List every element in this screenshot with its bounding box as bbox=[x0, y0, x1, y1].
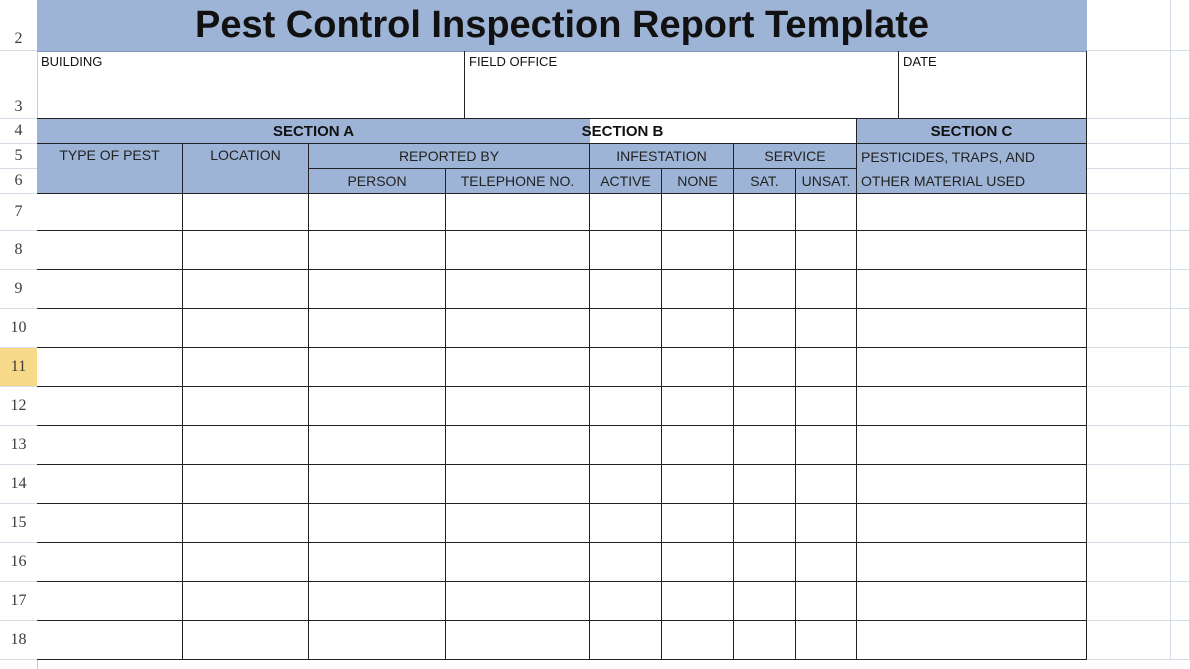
row-number[interactable]: 17 bbox=[0, 582, 37, 621]
table-cell[interactable] bbox=[590, 309, 662, 348]
row-number[interactable]: 8 bbox=[0, 231, 37, 270]
table-cell[interactable] bbox=[857, 270, 1087, 309]
table-cell[interactable] bbox=[590, 465, 662, 504]
table-cell[interactable] bbox=[309, 270, 446, 309]
none-header[interactable]: NONE bbox=[662, 169, 734, 194]
table-cell[interactable] bbox=[183, 194, 309, 231]
empty-sheet-cell[interactable] bbox=[1087, 582, 1171, 621]
reported-by-header[interactable]: REPORTED BY bbox=[309, 144, 590, 169]
table-cell[interactable] bbox=[446, 621, 590, 660]
table-cell[interactable] bbox=[662, 426, 734, 465]
table-cell[interactable] bbox=[590, 621, 662, 660]
empty-sheet-cell[interactable] bbox=[1171, 0, 1190, 51]
sat-header[interactable]: SAT. bbox=[734, 169, 796, 194]
table-cell[interactable] bbox=[183, 309, 309, 348]
table-cell[interactable] bbox=[734, 387, 796, 426]
table-cell[interactable] bbox=[662, 621, 734, 660]
row-number[interactable]: 13 bbox=[0, 426, 37, 465]
table-cell[interactable] bbox=[446, 543, 590, 582]
table-cell[interactable] bbox=[446, 194, 590, 231]
table-cell[interactable] bbox=[309, 231, 446, 270]
infestation-header[interactable]: INFESTATION bbox=[590, 144, 734, 169]
row-number[interactable]: 15 bbox=[0, 504, 37, 543]
empty-sheet-cell[interactable] bbox=[1087, 309, 1171, 348]
table-cell[interactable] bbox=[734, 194, 796, 231]
table-cell[interactable] bbox=[446, 504, 590, 543]
table-cell[interactable] bbox=[590, 348, 662, 387]
table-cell[interactable] bbox=[662, 194, 734, 231]
table-cell[interactable] bbox=[309, 194, 446, 231]
row-number[interactable]: 4 bbox=[0, 119, 37, 144]
table-cell[interactable] bbox=[590, 194, 662, 231]
empty-sheet-cell[interactable] bbox=[1171, 231, 1190, 270]
empty-sheet-cell[interactable] bbox=[1087, 51, 1171, 119]
unsat-header[interactable]: UNSAT. bbox=[796, 169, 857, 194]
table-cell[interactable] bbox=[590, 270, 662, 309]
location-header[interactable]: LOCATION bbox=[183, 144, 309, 194]
table-cell[interactable] bbox=[309, 309, 446, 348]
table-cell[interactable] bbox=[183, 543, 309, 582]
table-cell[interactable] bbox=[662, 348, 734, 387]
table-cell[interactable] bbox=[590, 543, 662, 582]
table-cell[interactable] bbox=[857, 348, 1087, 387]
table-cell[interactable] bbox=[734, 348, 796, 387]
table-cell[interactable] bbox=[183, 348, 309, 387]
empty-sheet-cell[interactable] bbox=[1171, 582, 1190, 621]
service-header[interactable]: SERVICE bbox=[734, 144, 857, 169]
empty-sheet-cell[interactable] bbox=[1171, 465, 1190, 504]
section-c-header[interactable]: SECTION C bbox=[857, 119, 1087, 144]
field-office-cell[interactable] bbox=[465, 51, 899, 119]
table-cell[interactable] bbox=[796, 231, 857, 270]
table-cell[interactable] bbox=[183, 426, 309, 465]
table-cell[interactable] bbox=[796, 504, 857, 543]
table-cell[interactable] bbox=[857, 465, 1087, 504]
table-cell[interactable] bbox=[796, 465, 857, 504]
empty-sheet-cell[interactable] bbox=[1087, 194, 1171, 231]
empty-sheet-cell[interactable] bbox=[1171, 51, 1190, 119]
table-cell[interactable] bbox=[309, 504, 446, 543]
date-cell[interactable] bbox=[899, 51, 1087, 119]
table-cell[interactable] bbox=[37, 387, 183, 426]
table-cell[interactable] bbox=[857, 621, 1087, 660]
table-cell[interactable] bbox=[183, 387, 309, 426]
table-cell[interactable] bbox=[37, 465, 183, 504]
table-cell[interactable] bbox=[857, 504, 1087, 543]
empty-sheet-cell[interactable] bbox=[1171, 270, 1190, 309]
table-cell[interactable] bbox=[590, 231, 662, 270]
table-cell[interactable] bbox=[662, 543, 734, 582]
table-cell[interactable] bbox=[446, 270, 590, 309]
table-cell[interactable] bbox=[857, 426, 1087, 465]
table-cell[interactable] bbox=[796, 270, 857, 309]
title-banner[interactable] bbox=[37, 0, 1087, 52]
table-cell[interactable] bbox=[183, 270, 309, 309]
empty-sheet-cell[interactable] bbox=[1087, 465, 1171, 504]
table-cell[interactable] bbox=[37, 426, 183, 465]
table-cell[interactable] bbox=[590, 504, 662, 543]
table-cell[interactable] bbox=[446, 231, 590, 270]
building-label: BUILDING bbox=[41, 54, 103, 69]
person-header[interactable]: PERSON bbox=[309, 169, 446, 194]
empty-sheet-cell[interactable] bbox=[1087, 426, 1171, 465]
table-cell[interactable] bbox=[796, 582, 857, 621]
active-header[interactable]: ACTIVE bbox=[590, 169, 662, 194]
table-cell[interactable] bbox=[734, 231, 796, 270]
empty-sheet-cell[interactable] bbox=[1087, 144, 1171, 169]
table-cell[interactable] bbox=[37, 582, 183, 621]
table-cell[interactable] bbox=[662, 465, 734, 504]
row-number[interactable]: 9 bbox=[0, 270, 37, 309]
table-cell[interactable] bbox=[734, 270, 796, 309]
telephone-header[interactable]: TELEPHONE NO. bbox=[446, 169, 590, 194]
empty-sheet-cell[interactable] bbox=[1171, 543, 1190, 582]
empty-sheet-cell[interactable] bbox=[1087, 231, 1171, 270]
empty-sheet-cell[interactable] bbox=[1087, 543, 1171, 582]
empty-sheet-cell[interactable] bbox=[1171, 194, 1190, 231]
empty-sheet-cell[interactable] bbox=[1087, 348, 1171, 387]
table-cell[interactable] bbox=[857, 543, 1087, 582]
table-cell[interactable] bbox=[734, 465, 796, 504]
table-cell[interactable] bbox=[662, 270, 734, 309]
table-cell[interactable] bbox=[309, 426, 446, 465]
table-cell[interactable] bbox=[734, 582, 796, 621]
table-cell[interactable] bbox=[857, 309, 1087, 348]
table-cell[interactable] bbox=[734, 621, 796, 660]
type-of-pest-header[interactable]: TYPE OF PEST bbox=[37, 144, 183, 194]
table-cell[interactable] bbox=[37, 621, 183, 660]
empty-sheet-cell[interactable] bbox=[1087, 119, 1171, 144]
empty-sheet-cell[interactable] bbox=[1087, 621, 1171, 660]
row-number[interactable]: 12 bbox=[0, 387, 37, 426]
table-cell[interactable] bbox=[796, 348, 857, 387]
row-number[interactable]: 14 bbox=[0, 465, 37, 504]
table-cell[interactable] bbox=[662, 309, 734, 348]
empty-sheet-cell[interactable] bbox=[1171, 119, 1190, 144]
row-number[interactable]: 2 bbox=[0, 0, 37, 51]
table-cell[interactable] bbox=[662, 231, 734, 270]
table-cell[interactable] bbox=[796, 543, 857, 582]
row-number[interactable]: 6 bbox=[0, 169, 37, 194]
table-cell[interactable] bbox=[183, 465, 309, 504]
row-number[interactable]: 16 bbox=[0, 543, 37, 582]
table-cell[interactable] bbox=[37, 231, 183, 270]
table-cell[interactable] bbox=[734, 426, 796, 465]
table-cell[interactable] bbox=[734, 543, 796, 582]
table-cell[interactable] bbox=[796, 621, 857, 660]
section-a-header[interactable]: SECTION A bbox=[37, 119, 590, 144]
table-cell[interactable] bbox=[734, 309, 796, 348]
table-cell[interactable] bbox=[446, 348, 590, 387]
table-cell[interactable] bbox=[662, 387, 734, 426]
row-number[interactable]: 10 bbox=[0, 309, 37, 348]
table-cell[interactable] bbox=[446, 582, 590, 621]
table-cell[interactable] bbox=[857, 194, 1087, 231]
table-cell[interactable] bbox=[183, 231, 309, 270]
table-cell[interactable] bbox=[446, 465, 590, 504]
section-b-header[interactable]: SECTION B bbox=[389, 119, 857, 144]
empty-sheet-cell[interactable] bbox=[1087, 169, 1171, 194]
table-cell[interactable] bbox=[37, 270, 183, 309]
empty-sheet-cell[interactable] bbox=[1171, 621, 1190, 660]
empty-sheet-cell[interactable] bbox=[1171, 309, 1190, 348]
table-cell[interactable] bbox=[796, 387, 857, 426]
table-cell[interactable] bbox=[37, 348, 183, 387]
pesticides-header-line1[interactable]: PESTICIDES, TRAPS, AND bbox=[857, 144, 1087, 169]
table-cell[interactable] bbox=[590, 582, 662, 621]
table-cell[interactable] bbox=[857, 387, 1087, 426]
row-number[interactable]: 18 bbox=[0, 621, 37, 660]
table-cell[interactable] bbox=[37, 309, 183, 348]
table-cell[interactable] bbox=[309, 465, 446, 504]
empty-sheet-cell[interactable] bbox=[1087, 0, 1171, 51]
table-cell[interactable] bbox=[183, 582, 309, 621]
table-cell[interactable] bbox=[309, 621, 446, 660]
table-cell[interactable] bbox=[309, 543, 446, 582]
table-cell[interactable] bbox=[446, 387, 590, 426]
empty-sheet-cell[interactable] bbox=[1171, 504, 1190, 543]
building-cell[interactable] bbox=[37, 51, 465, 119]
row-number[interactable]: 5 bbox=[0, 144, 37, 169]
table-cell[interactable] bbox=[183, 621, 309, 660]
row-number[interactable]: 7 bbox=[0, 194, 37, 231]
table-cell[interactable] bbox=[590, 426, 662, 465]
row-number[interactable]: 11 bbox=[0, 348, 37, 387]
empty-sheet-cell[interactable] bbox=[1171, 169, 1190, 194]
table-cell[interactable] bbox=[37, 543, 183, 582]
field-office-label: FIELD OFFICE bbox=[469, 54, 558, 69]
table-cell[interactable] bbox=[662, 582, 734, 621]
table-cell[interactable] bbox=[796, 309, 857, 348]
empty-sheet-cell[interactable] bbox=[1171, 426, 1190, 465]
table-cell[interactable] bbox=[857, 582, 1087, 621]
page-title: Pest Control Inspection Report Template bbox=[194, 4, 930, 46]
empty-sheet-cell[interactable] bbox=[1171, 387, 1190, 426]
pesticides-header-line2[interactable]: OTHER MATERIAL USED bbox=[857, 169, 1087, 194]
table-cell[interactable] bbox=[37, 194, 183, 231]
empty-sheet-cell[interactable] bbox=[1087, 270, 1171, 309]
table-cell[interactable] bbox=[309, 582, 446, 621]
empty-sheet-cell[interactable] bbox=[1171, 144, 1190, 169]
table-cell[interactable] bbox=[734, 504, 796, 543]
table-cell[interactable] bbox=[590, 387, 662, 426]
date-label: DATE bbox=[903, 54, 937, 69]
table-cell[interactable] bbox=[662, 504, 734, 543]
table-cell[interactable] bbox=[446, 309, 590, 348]
table-cell[interactable] bbox=[796, 426, 857, 465]
table-cell[interactable] bbox=[857, 231, 1087, 270]
empty-sheet-cell[interactable] bbox=[1171, 348, 1190, 387]
row-number[interactable]: 3 bbox=[0, 51, 37, 119]
table-cell[interactable] bbox=[37, 504, 183, 543]
table-cell[interactable] bbox=[309, 348, 446, 387]
table-cell[interactable] bbox=[309, 387, 446, 426]
table-cell[interactable] bbox=[446, 426, 590, 465]
table-cell[interactable] bbox=[796, 194, 857, 231]
table-cell[interactable] bbox=[183, 504, 309, 543]
empty-sheet-cell[interactable] bbox=[1087, 387, 1171, 426]
empty-sheet-cell[interactable] bbox=[1087, 504, 1171, 543]
